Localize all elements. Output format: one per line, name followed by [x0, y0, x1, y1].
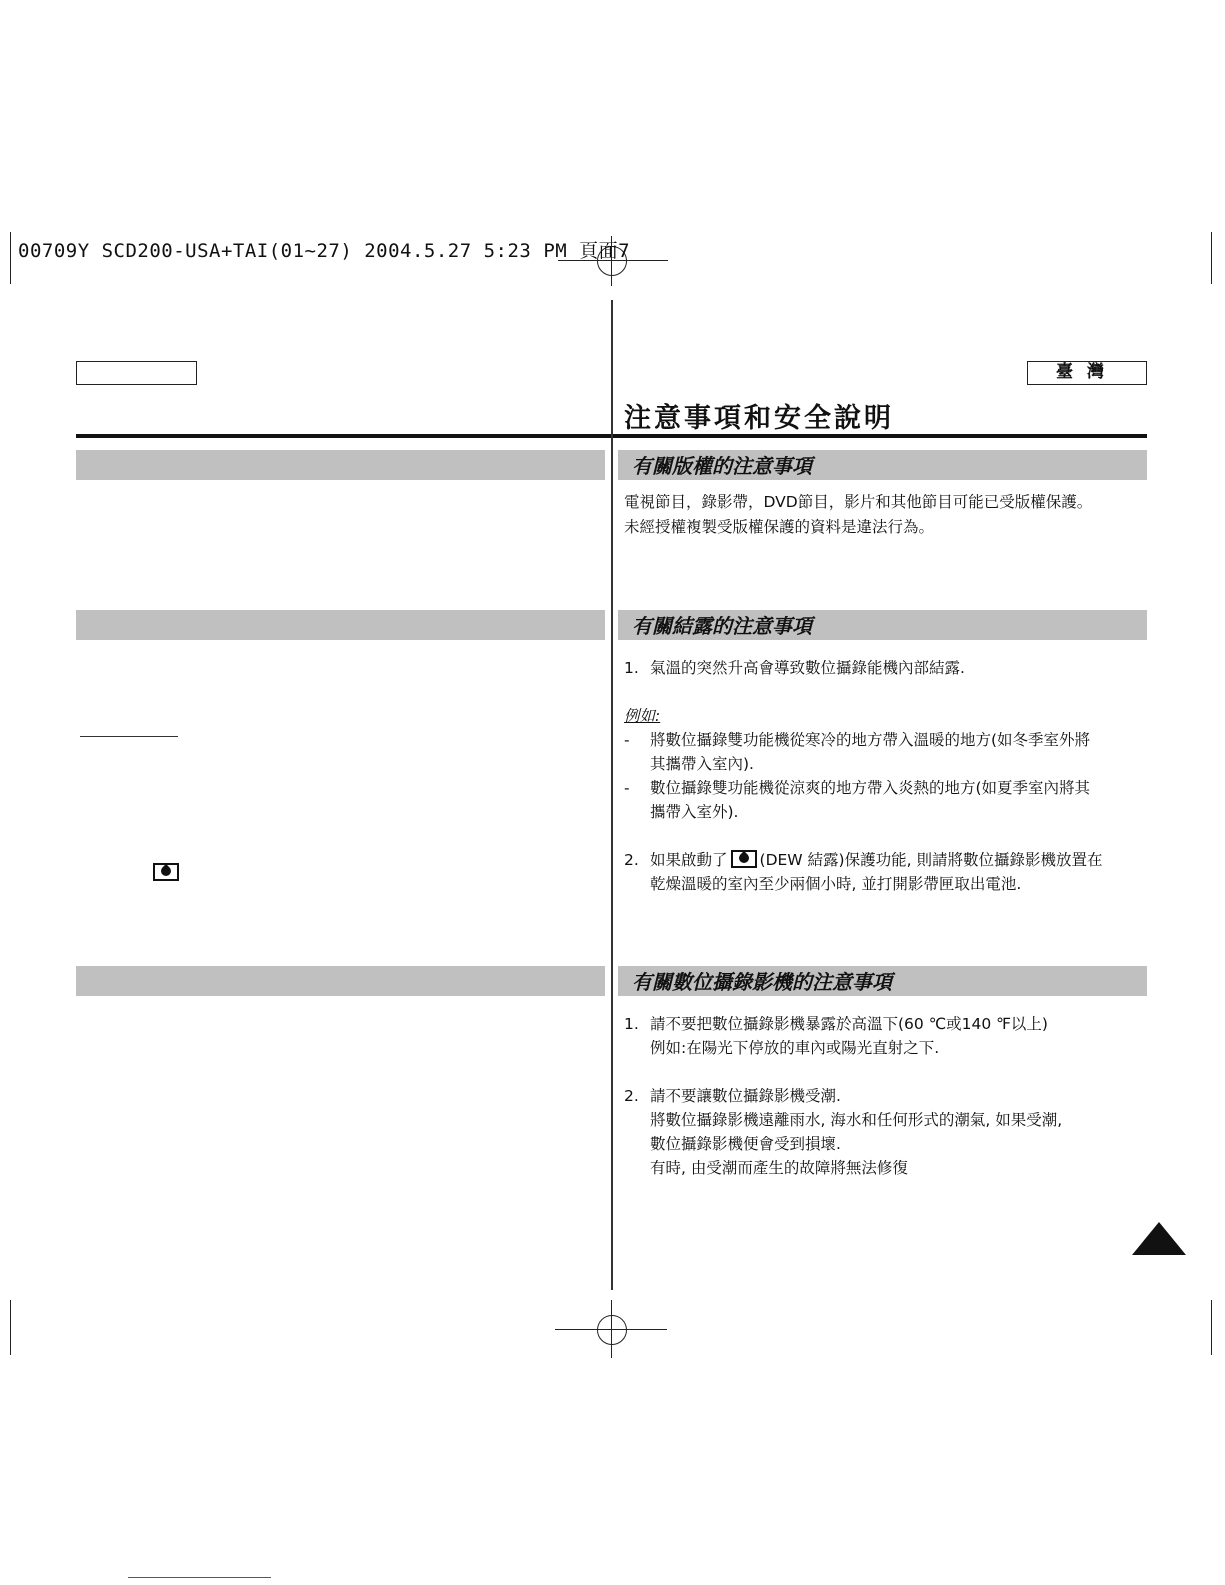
copyright-line-2: 未經授權複製受版權保護的資料是違法行為。: [624, 518, 935, 536]
left-section-bar-2: [76, 610, 605, 640]
bullet-text: 數位攝錄雙功能機從涼爽的地方帶入炎熱的地方(如夏季室內將其: [650, 779, 1091, 797]
language-box-right: 臺灣: [1027, 361, 1147, 385]
language-box-left: [76, 361, 197, 385]
copyright-section-title: 有關版權的注意事項: [632, 454, 812, 478]
left-section-bar-3: [76, 966, 605, 996]
item-number: 1.: [624, 659, 639, 677]
left-dew-icon: [150, 863, 182, 882]
example-label: 例如:: [624, 707, 661, 725]
condensation-item-1: [624, 656, 965, 680]
item-number: 2.: [624, 851, 639, 869]
camcorder-item-1: [624, 1012, 1048, 1036]
condensation-section-title: 有關結露的注意事項: [632, 614, 812, 638]
camcorder-item-2-line3: 數位攝錄影機便會受到損壞.: [650, 1135, 841, 1153]
crop-mark-top-right: [1211, 232, 1212, 284]
bullet-mark: -: [624, 731, 630, 749]
camcorder-item-2: [624, 1084, 841, 1108]
bullet-text: 將數位攝錄雙功能機從寒冷的地方帶入溫暖的地方(如冬季室外將: [650, 731, 1091, 749]
bullet-mark: -: [624, 779, 630, 797]
registration-circle-bottom: [597, 1315, 627, 1345]
column-divider: [611, 300, 613, 1290]
item-text: 請不要讓數位攝錄影機受潮.: [650, 1087, 841, 1105]
triangle-up-icon: [1132, 1222, 1186, 1255]
dew-condensation-icon: [153, 863, 179, 881]
bottom-link-line: [128, 1577, 271, 1578]
left-example-underline: [80, 736, 178, 737]
condensation-item-2-cont: 乾燥溫暖的室內至少兩個小時, 並打開影帶匣取出電池.: [650, 875, 1022, 893]
registration-vline-bottom: [611, 1300, 612, 1358]
item-number: 2.: [624, 1087, 639, 1105]
item-number: 1.: [624, 1015, 639, 1033]
item-text-post: (DEW 結露)保護功能, 則請將數位攝錄影機放置在: [759, 851, 1103, 869]
camcorder-item-1-cont: 例如:在陽光下停放的車內或陽光直射之下.: [650, 1039, 940, 1057]
camcorder-item-2-line2: 將數位攝錄影機遠離雨水, 海水和任何形式的潮氣, 如果受潮,: [650, 1111, 1063, 1129]
camcorder-section-title: 有關數位攝錄影機的注意事項: [632, 970, 892, 994]
condensation-item-2: [624, 848, 1102, 872]
left-section-bar-1: [76, 450, 605, 480]
condensation-bullet-1-cont: 其攜帶入室內).: [650, 755, 754, 773]
item-text: 氣溫的突然升高會導致數位攝錄能機內部結露.: [650, 659, 965, 677]
dew-condensation-icon: [731, 850, 757, 868]
page-title: 注意事項和安全說明: [624, 403, 894, 434]
print-slug: 00709Y SCD200-USA+TAI(01~27) 2004.5.27 5:23 PM 頁面7: [18, 240, 631, 262]
crop-mark-bottom-left: [10, 1300, 11, 1355]
item-text: 請不要把數位攝錄影機暴露於高溫下(60 ℃或140 ℉以上): [650, 1015, 1048, 1033]
condensation-bullet-2: [624, 776, 1090, 800]
item-text-pre: 如果啟動了: [650, 851, 728, 869]
crop-mark-bottom-right: [1211, 1300, 1212, 1355]
crop-mark-top-left: [10, 232, 11, 284]
condensation-bullet-1: [624, 728, 1090, 752]
camcorder-item-2-line4: 有時, 由受潮而產生的故障將無法修復: [650, 1159, 908, 1177]
condensation-bullet-2-cont: 攜帶入室外).: [650, 803, 739, 821]
copyright-line-1: 電視節目，錄影帶，DVD節目，影片和其他節目可能已受版權保護。: [624, 493, 1093, 511]
